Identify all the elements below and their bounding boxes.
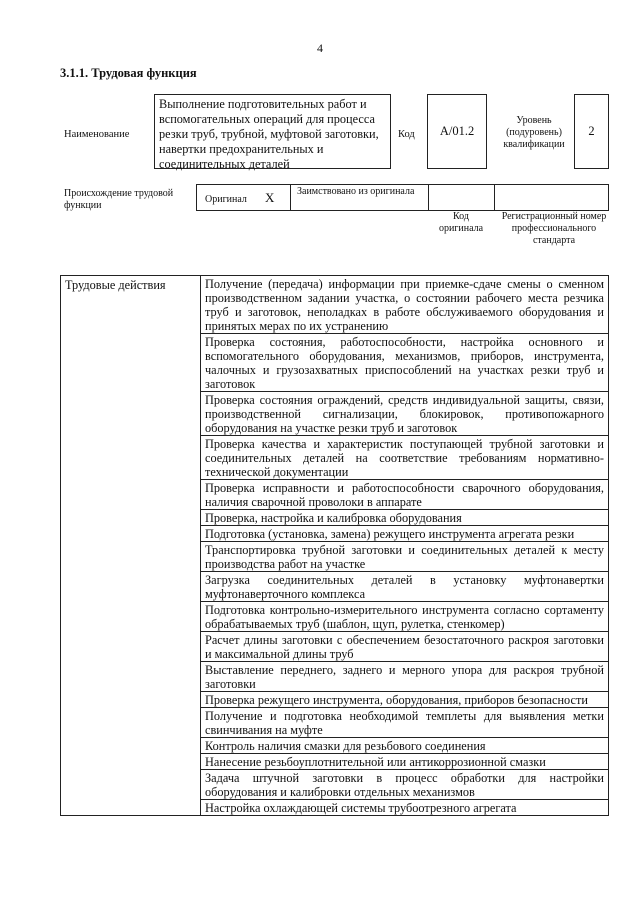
action-item: Подготовка (установка, замена) режущего инструмента агрегата резки — [201, 526, 609, 542]
divider — [290, 185, 291, 210]
section-title: 3.1.1. Трудовая функция — [60, 66, 197, 80]
action-item: Проверка режущего инструмента, оборудования, приборов безопасности — [201, 692, 609, 708]
origin-row — [196, 184, 609, 211]
action-item: Настройка охлаждающей системы трубоотрезного агрегата — [201, 800, 609, 816]
origin-label: Происхождение трудовой функции — [64, 188, 174, 211]
function-name: Выполнение подготовительных работ и вспомогательных операций для процесса резки труб, трубной, муфтовой заготовки, навертки предохранительных и соединительных деталей — [159, 97, 379, 171]
page-number: 4 — [317, 41, 323, 55]
action-item: Получение (передача) информации при приемке-сдаче смены о сменном производственном задании участка, о состоянии рабочего места резчика труб и заготовок, неполадках в работе обслуживаемого оборудования и принятых мерах по их устранению — [201, 276, 609, 334]
level-label: Уровень (подуровень) квалификации — [503, 115, 565, 150]
action-item: Проверка качества и характеристик поступающей трубной заготовки и соединительных деталей на соответствие требованиям нормативно-технической документации — [201, 436, 609, 480]
divider — [428, 185, 429, 210]
action-item: Проверка состояния ограждений, средств индивидуальной защиты, связи, производственной сигнализации, блокировок, противопожарного оборудования на участке резки труб и заготовок — [201, 392, 609, 436]
original-mark: X — [265, 190, 275, 205]
action-item: Проверка состояния, работоспособности, настройка основного и вспомогательного оборудования, механизмов, приборов, инструмента, чалочных и грузозахватных приспособлений на участках резки труб и заготовок — [201, 334, 609, 392]
action-item: Проверка исправности и работоспособности сварочного оборудования, наличия сварочной проволоки в аппарате — [201, 480, 609, 510]
name-label: Наименование — [64, 129, 130, 140]
code-value-box — [427, 94, 487, 169]
action-item: Транспортировка трубной заготовки и соединительных деталей к месту производства работ на участке — [201, 542, 609, 572]
action-item: Нанесение резьбоуплотнительной или антикоррозионной смазки — [201, 754, 609, 770]
code-value: А/01.2 — [439, 124, 475, 138]
action-item: Задача штучной заготовки в процесс обработки для настройки оборудования и калибровки отдельных механизмов — [201, 770, 609, 800]
level-value-box — [574, 94, 609, 169]
original-label: Оригинал — [205, 194, 247, 205]
actions-label: Трудовые действия — [61, 276, 201, 816]
original-code-label: Код оригинала — [438, 211, 484, 234]
action-item: Проверка, настройка и калибровка оборудования — [201, 510, 609, 526]
action-item: Подготовка контрольно-измерительного инструмента согласно сортаменту обрабатываемых труб (шаблон, щуп, рулетка, стенкомер) — [201, 602, 609, 632]
level-value: 2 — [588, 124, 595, 138]
code-label: Код — [398, 129, 415, 140]
function-name-box — [154, 94, 391, 169]
action-item: Контроль наличия смазки для резьбового соединения — [201, 738, 609, 754]
table-row — [61, 276, 609, 334]
reg-number-label: Регистрационный номер профессионального стандарта — [501, 211, 607, 246]
action-item: Получение и подготовка необходимой темплеты для выявления метки свинчивания на муфте — [201, 708, 609, 738]
action-item: Выставление переднего, заднего и мерного упора для раскроя трубной заготовки — [201, 662, 609, 692]
action-item: Загрузка соединительных деталей в установку муфтонавертки муфтонаверточного комплекса — [201, 572, 609, 602]
labor-actions-table — [60, 275, 609, 816]
borrowed-label: Заимствовано из оригинала — [297, 186, 415, 197]
divider — [494, 185, 495, 210]
action-item: Расчет длины заготовки с обеспечением безостаточного раскроя заготовки и максимальной длины труб — [201, 632, 609, 662]
